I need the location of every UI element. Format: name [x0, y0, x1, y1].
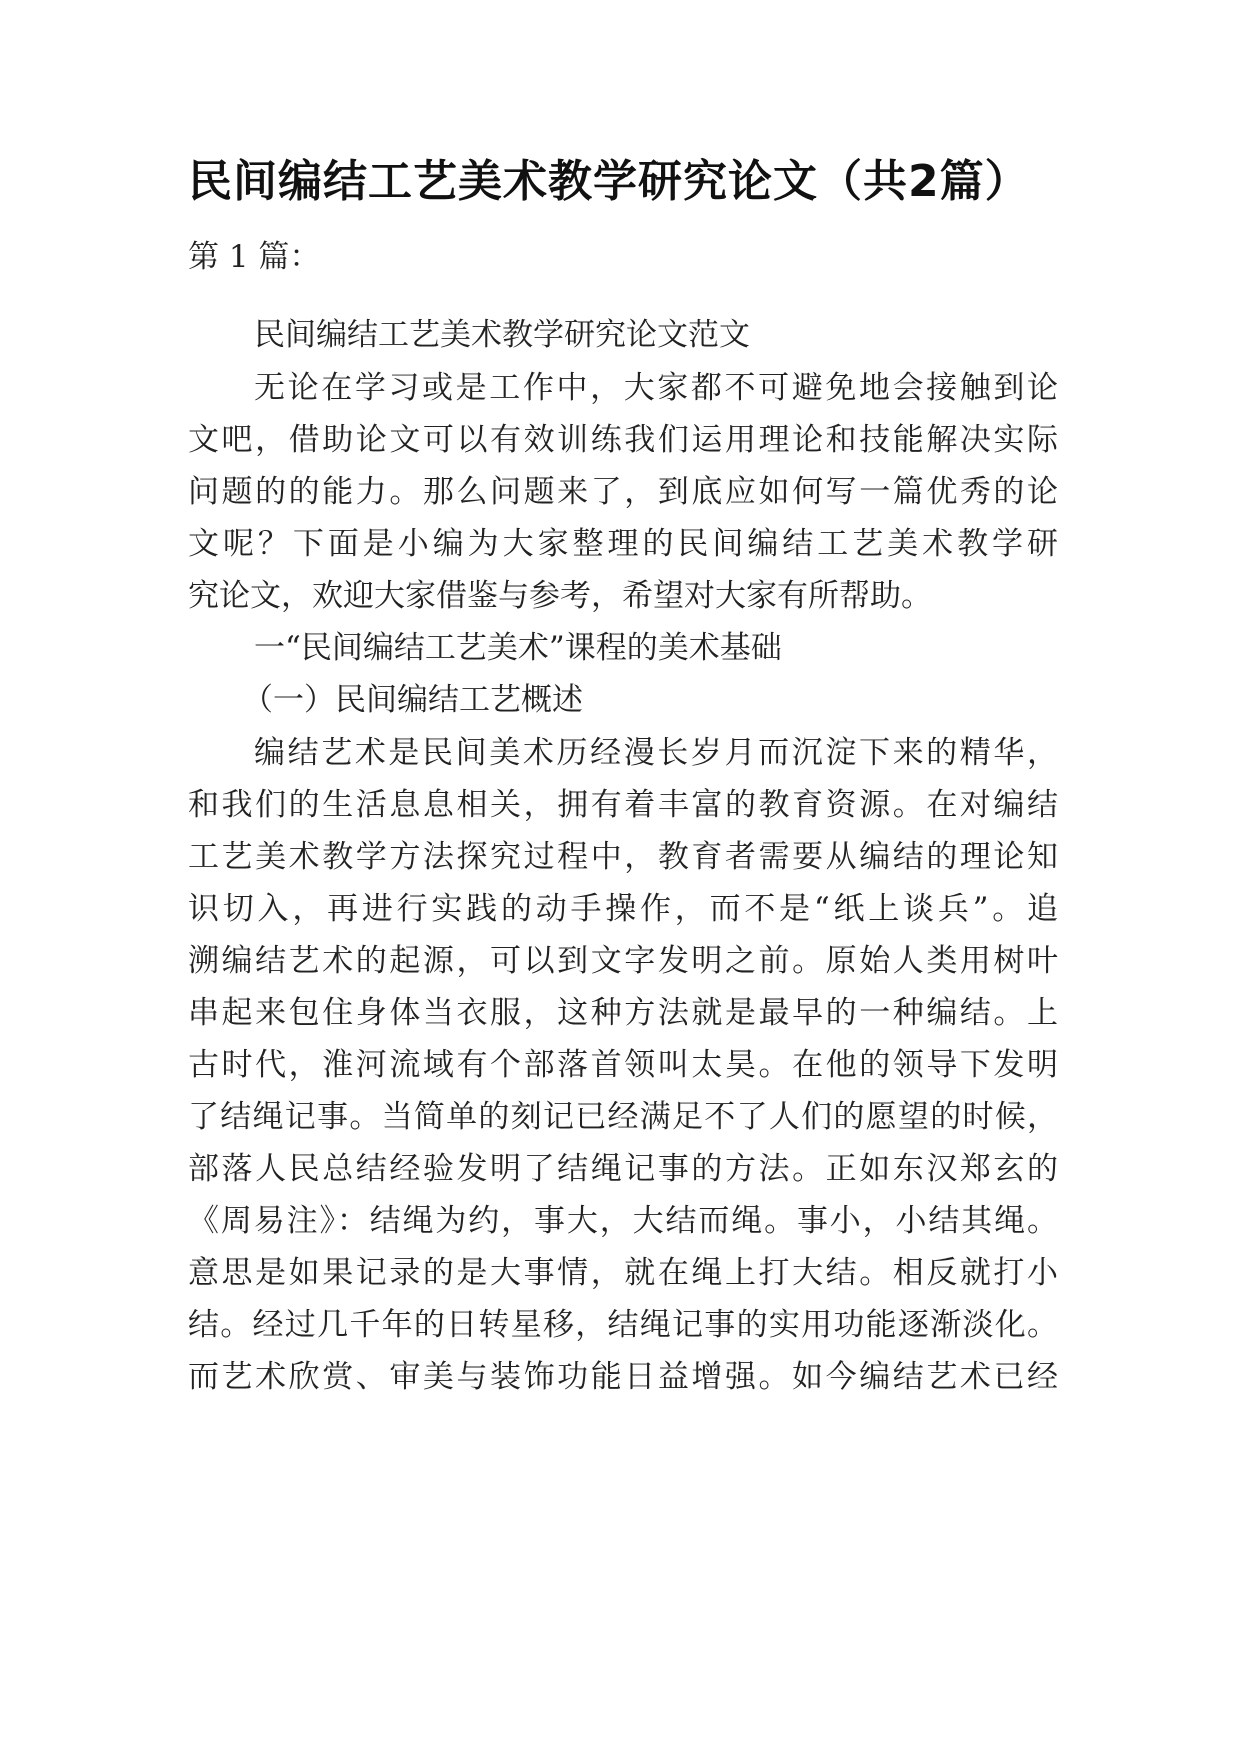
paragraph-line: 结。经过几千年的日转星移，结绳记事的实用功能逐渐淡化。	[188, 1307, 1058, 1343]
paragraph-line: 究论文，欢迎大家借鉴与参考，希望对大家有所帮助。	[188, 578, 932, 614]
paragraph-line: 部落人民总结经验发明了结绳记事的方法。正如东汉郑玄的	[188, 1151, 1058, 1187]
section-heading: 一“民间编结工艺美术”课程的美术基础	[254, 630, 782, 666]
paragraph-line: 编结艺术是民间美术历经漫长岁月而沉淀下来的精华，	[254, 735, 1058, 771]
paragraph-line: 溯编结艺术的起源，可以到文字发明之前。原始人类用树叶	[188, 943, 1058, 979]
paragraph-line: 串起来包住身体当衣服，这种方法就是最早的一种编结。上	[188, 995, 1058, 1031]
paragraph-line: 文吧，借助论文可以有效训练我们运用理论和技能解决实际	[188, 422, 1058, 458]
paragraph-line: 古时代，淮河流域有个部落首领叫太昊。在他的领导下发明	[188, 1047, 1058, 1083]
paragraph-line: 而艺术欣赏、审美与装饰功能日益增强。如今编结艺术已经	[188, 1359, 1058, 1395]
paragraph-line: 了结绳记事。当简单的刻记已经满足不了人们的愿望的时候，	[188, 1099, 1058, 1135]
subsection-heading: （一）民间编结工艺概述	[242, 682, 583, 718]
document-title: 民间编结工艺美术教学研究论文（共2篇）	[188, 156, 1030, 207]
paragraph-line: 和我们的生活息息相关，拥有着丰富的教育资源。在对编结	[188, 787, 1058, 823]
section-label: 第 1 篇：	[188, 239, 321, 275]
paragraph-line: 文呢？下面是小编为大家整理的民间编结工艺美术教学研	[188, 526, 1058, 562]
paragraph-line: 无论在学习或是工作中，大家都不可避免地会接触到论	[254, 370, 1058, 406]
paragraph-line: 问题的的能力。那么问题来了，到底应如何写一篇优秀的论	[188, 474, 1058, 510]
paragraph-line: 工艺美术教学方法探究过程中，教育者需要从编结的理论知	[188, 839, 1058, 875]
paragraph-line: 意思是如果记录的是大事情，就在绳上打大结。相反就打小	[188, 1255, 1058, 1291]
paragraph-line: 《周易注》：结绳为约，事大，大结而绳。事小，小结其绳。	[188, 1203, 1058, 1239]
article-subtitle: 民间编结工艺美术教学研究论文范文	[254, 317, 750, 353]
paragraph-line: 识切入，再进行实践的动手操作，而不是“纸上谈兵”。追	[188, 891, 1058, 927]
